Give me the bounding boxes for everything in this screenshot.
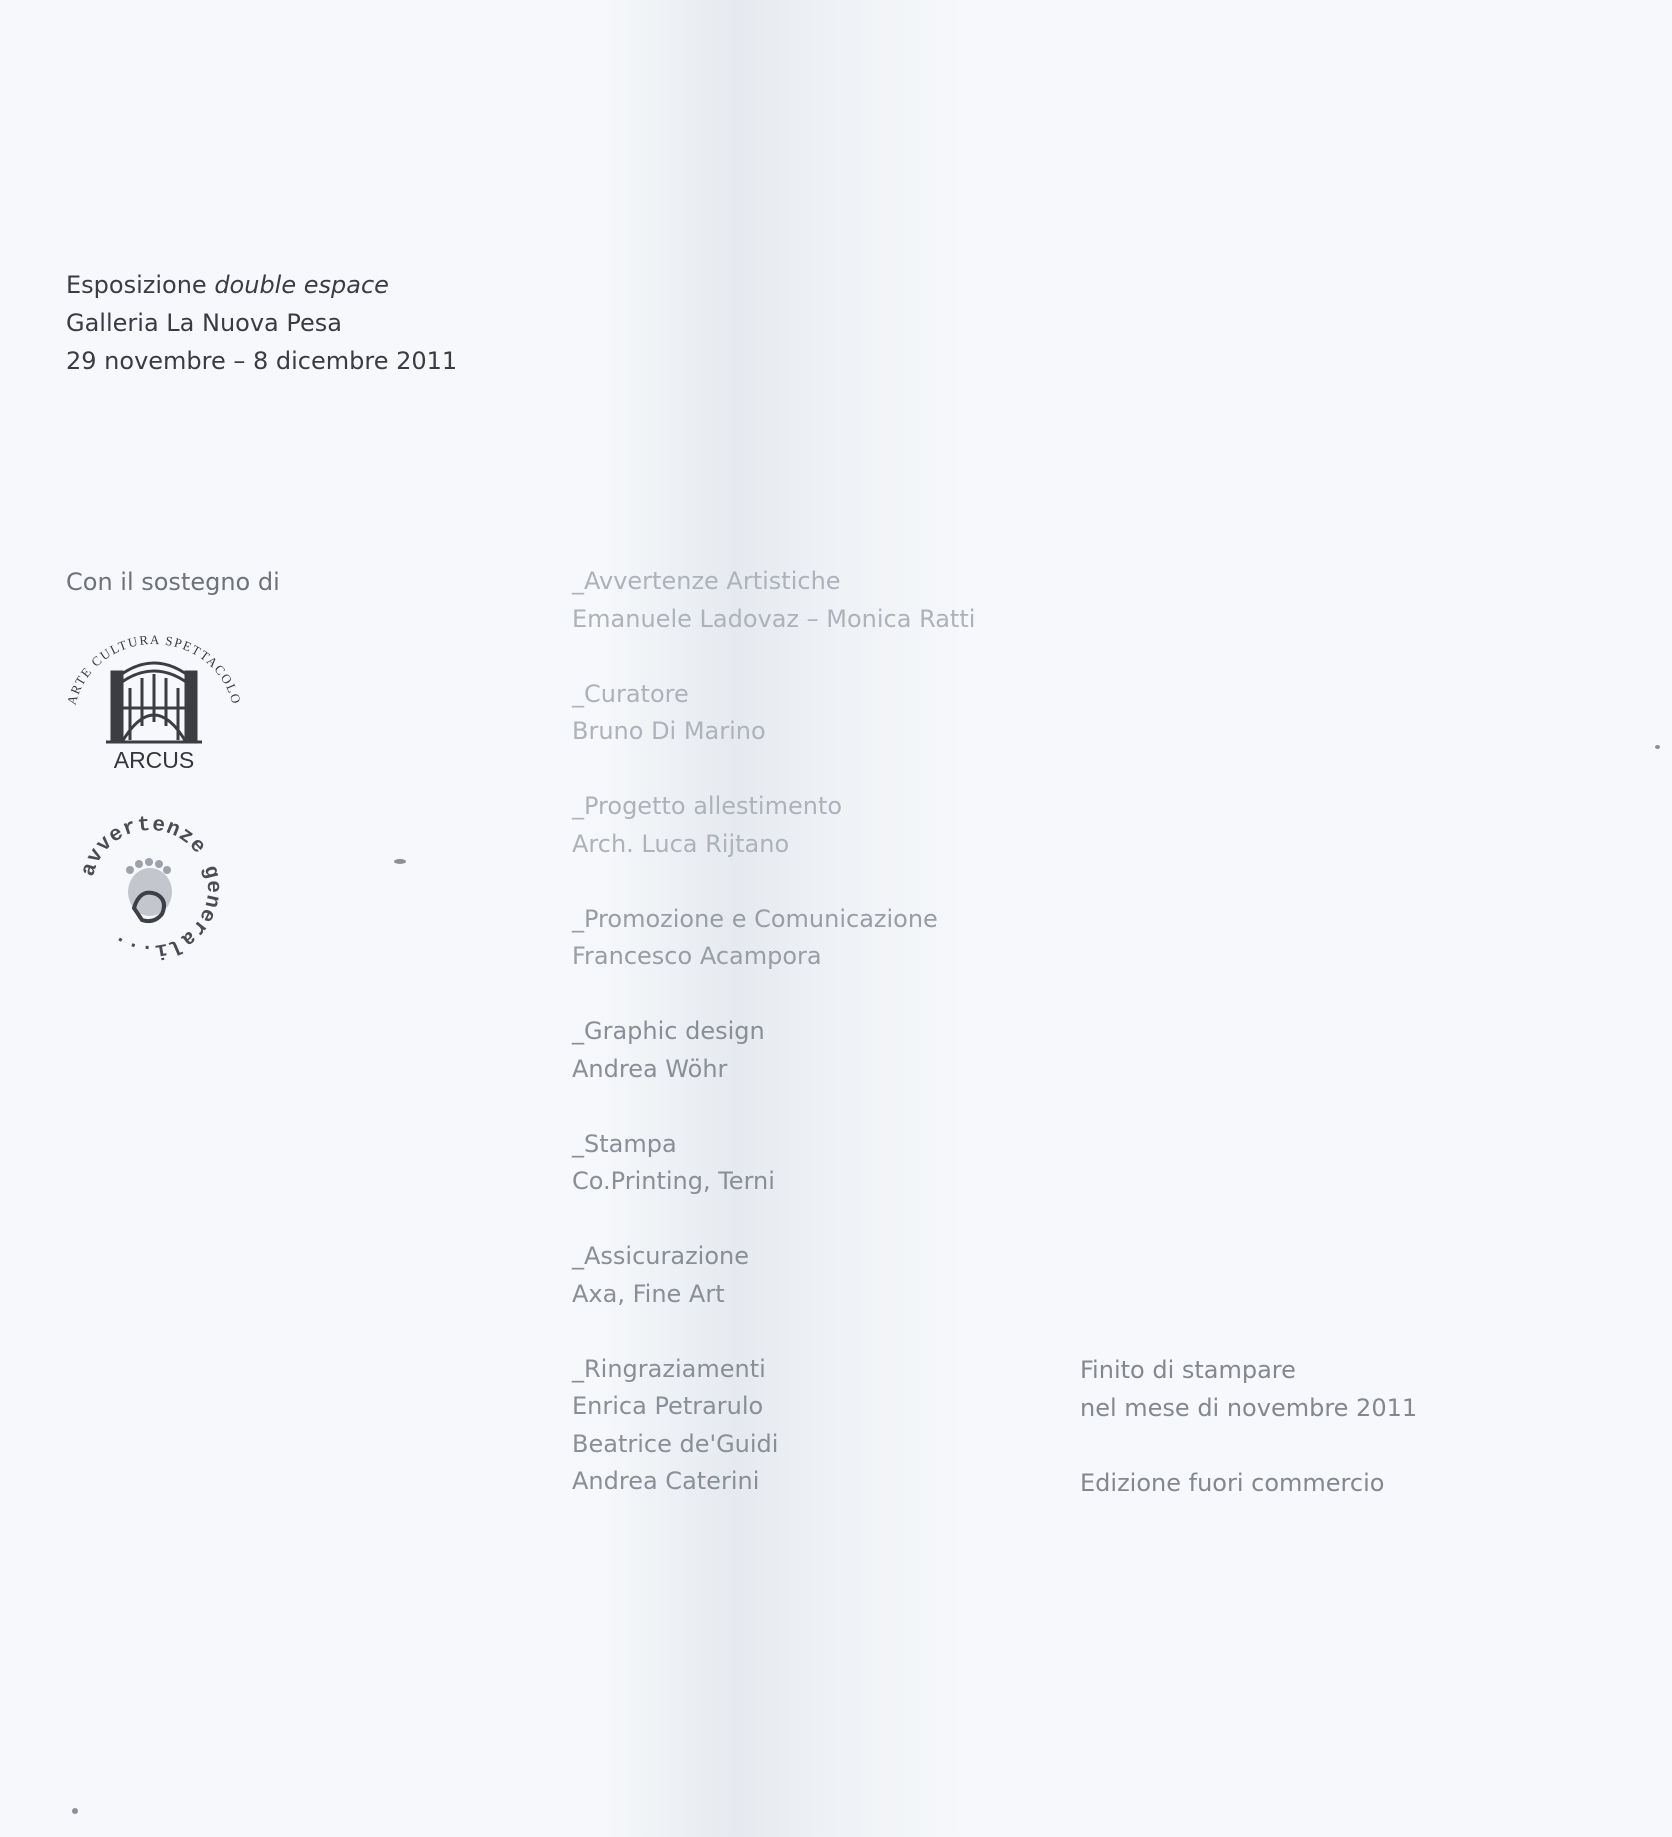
arcus-logo (58, 622, 250, 774)
colophon-line: Finito di stampare (1080, 1356, 1296, 1384)
credit-name: Andrea Wöhr (572, 1054, 728, 1083)
thanks-name: Beatrice de'Guidi (572, 1429, 779, 1458)
thanks-name: Enrica Petrarulo (572, 1392, 764, 1420)
credit-assicurazione (572, 1238, 975, 1313)
credit-role: _Graphic design (572, 1017, 765, 1045)
arcus-arc-text: ARTE CULTURA SPETTACOLO (63, 631, 245, 707)
credit-name: Axa, Fine Art (572, 1279, 725, 1308)
bridge-icon (106, 663, 202, 742)
colophon-spacer (1080, 1427, 1417, 1465)
credit-avvertenze-artistiche (572, 563, 975, 638)
avvertenze-generali-logo (70, 808, 230, 968)
gallery-name: Galleria La Nuova Pesa (66, 309, 342, 337)
credit-name: Arch. Luca Rijtano (572, 829, 790, 858)
credit-role: _Promozione e Comunicazione (572, 904, 938, 933)
paper-speck (1655, 745, 1660, 749)
credit-role: _Assicurazione (572, 1242, 749, 1270)
footprint-icon (126, 858, 172, 921)
credit-role: _Curatore (572, 679, 689, 708)
credit-name: Francesco Acampora (572, 942, 822, 970)
thanks-name: Andrea Caterini (572, 1467, 760, 1495)
credit-role: _Progetto allestimento (572, 792, 843, 820)
colophon-line: nel mese di novembre 2011 (1080, 1393, 1418, 1422)
credit-name: Bruno Di Marino (572, 717, 766, 745)
credit-role: _Stampa (572, 1129, 677, 1158)
avvertenze-ring-text: avvertenze generali... (77, 813, 225, 963)
credit-stampa (572, 1126, 975, 1201)
credit-ringraziamenti (572, 1351, 975, 1501)
paper-speck (72, 1808, 78, 1814)
credit-progetto-allestimento (572, 788, 975, 863)
exhibition-dates: 29 novembre – 8 dicembre 2011 (66, 347, 458, 375)
credit-graphic-design (572, 1013, 975, 1088)
exhibition-title-italic: double espace (214, 271, 389, 299)
paper-speck (394, 859, 406, 864)
credit-name: Emanuele Ladovaz – Monica Ratti (572, 604, 976, 633)
colophon (1080, 1352, 1417, 1502)
exhibition-title: Esposizione double espace (66, 271, 389, 299)
credit-curatore (572, 676, 975, 751)
colophon-edition: Edizione fuori commercio (1080, 1468, 1385, 1497)
support-label: Con il sostegno di (66, 568, 280, 596)
credit-promozione (572, 901, 975, 976)
credit-role: _Avvertenze Artistiche (572, 567, 841, 595)
credit-role: _Ringraziamenti (572, 1354, 766, 1383)
credits-list (572, 563, 975, 1538)
arcus-name: ARCUS (113, 747, 195, 773)
credit-name: Co.Printing, Terni (572, 1167, 775, 1195)
exhibition-info (66, 266, 457, 380)
